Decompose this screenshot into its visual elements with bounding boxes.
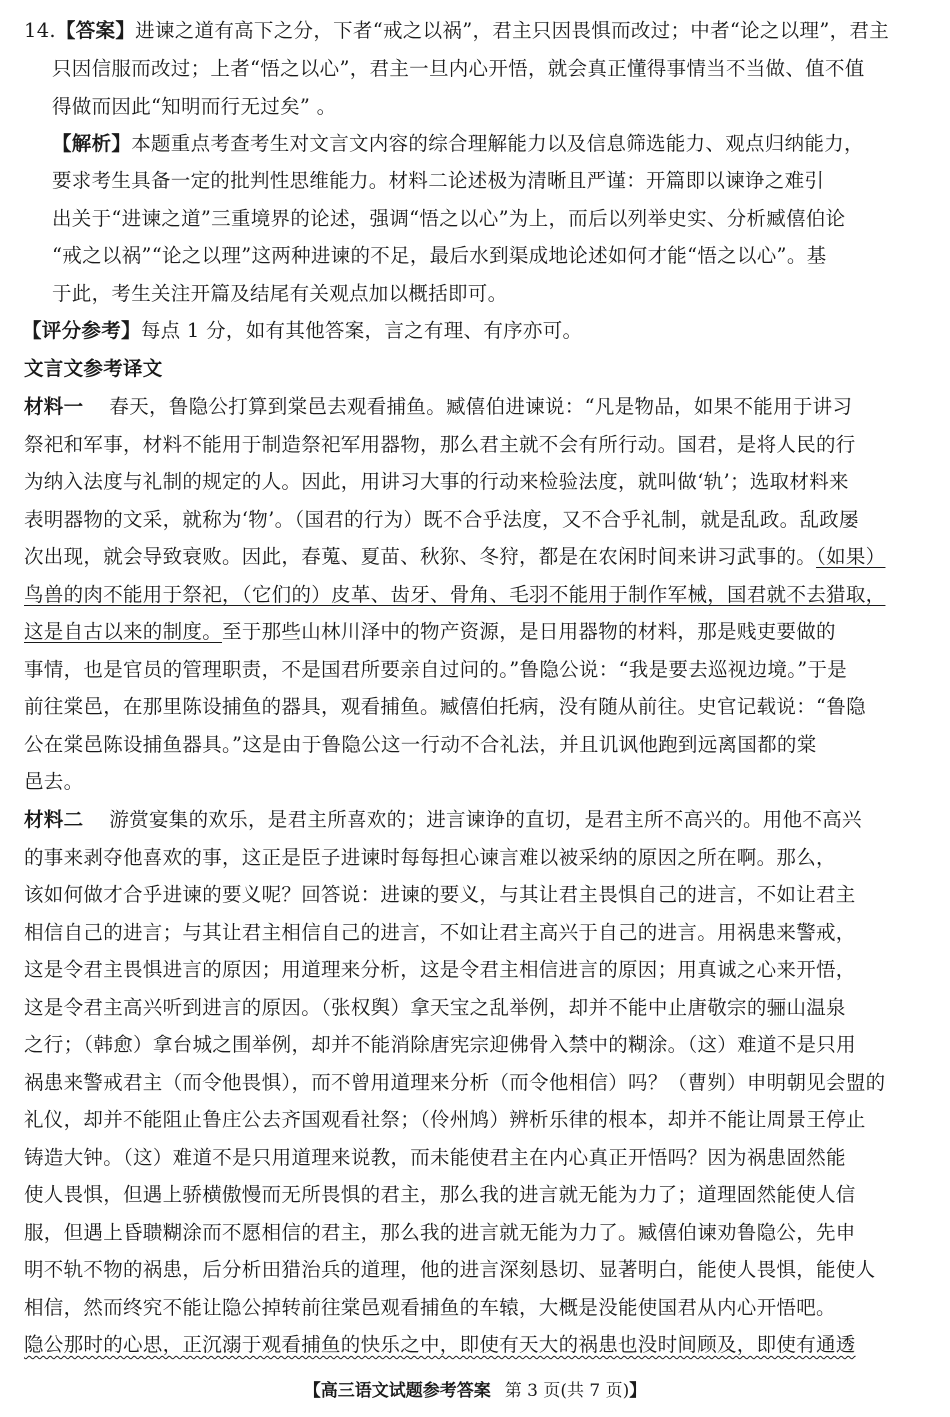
material-two-line-8: 祸患来警戒君主（而令他畏惧），而不曾用道理来分析（而令他相信）吗？（曹刿）申明朝见会盟的 <box>24 1071 886 1094</box>
answer-tag: 【答案】 <box>55 19 136 42</box>
q14-analysis-line-4: “戒之以祸”“论之以理”这两种进谏的不足，最后水到渠成地论述如何才能“悟之以心”。基 <box>52 244 827 267</box>
material-one-label: 材料一 <box>24 395 84 418</box>
page-footer <box>0 1378 950 1404</box>
q14-answer-line-3: 得做而因此“知明而行无过矣” 。 <box>52 95 337 118</box>
material-two-line-9: 礼仪，却并不能阻止鲁庄公去齐国观看社祭；（伶州鸠）辨析乐律的根本，却并不能让周景王停止 <box>24 1108 866 1131</box>
q14-analysis-line-2: 要求考生具备一定的批判性思维能力。材料二论述极为清晰且严谨：开篇即以谏诤之难引 <box>52 169 825 192</box>
score-text: 每点 1 分，如有其他答案，言之有理、有序亦可。 <box>140 319 583 342</box>
q14-analysis-line-1 <box>52 129 864 159</box>
material-one-line-5 <box>24 542 885 572</box>
translation-heading: 文言文参考译文 <box>24 357 163 380</box>
q14-analysis-line-5: 于此，考生关注开篇及结尾有关观点加以概括即可。 <box>52 282 508 305</box>
material-one-line-1 <box>24 392 852 422</box>
question-number: 14. <box>24 19 56 42</box>
material-one-text: 春天，鲁隐公打算到棠邑去观看捕鱼。臧僖伯进谏说：“凡是物品，如果不能用于讲习 <box>109 395 853 418</box>
material-two-line-13: 明不轨不物的祸患，后分析田猎治兵的道理，他的进言深刻恳切、显著明白，能使人畏惧，能使人 <box>24 1258 876 1281</box>
material-two-line-4: 相信自己的进言；与其让君主相信自己的进言，不如让君主高兴于自己的进言。用祸患来警戒， <box>24 921 856 944</box>
q14-analysis-line-3: 出关于“进谏之道”三重境界的论述，强调“悟之以心”为上，而后以列举史实、分析臧僖伯论 <box>52 207 846 230</box>
material-two-line-10: 铸造大钟。（这）难道不是只用道理来说教，而未能使君主在内心真正开悟吗？因为祸患固然能 <box>24 1146 846 1169</box>
material-one-line-9: 前往棠邑，在那里陈设捕鱼的器具，观看捕鱼。臧僖伯托病，没有随从前往。史官记载说：“鲁隐 <box>24 695 866 718</box>
material-one-line-2: 祭祀和军事，材料不能用于制造祭祀军用器物，那么君主就不会有所行动。国君，是将人民的行 <box>24 433 856 456</box>
q14-answer-line-1 <box>24 16 889 46</box>
material-one-line-6-underlined: 鸟兽的肉不能用于祭祀，（它们的）皮革、齿牙、骨角、毛羽不能用于制作军械，国君就不去猎取， <box>24 583 886 606</box>
material-two-line-1 <box>24 805 862 835</box>
material-two-line-5: 这是令君主畏惧进言的原因；用道理来分析，这是令君主相信进言的原因；用真诚之心来开悟， <box>24 958 856 981</box>
material-two-line-2: 的事来剥夺他喜欢的事，这正是臣子进谏时每每担心谏言难以被采纳的原因之所在啊。那么， <box>24 846 836 869</box>
material-one-line-4: 表明器物的文采，就称为‘物’。（国君的行为）既不合乎法度，又不合乎礼制，就是乱政。乱政屡 <box>24 508 859 531</box>
material-two-line-3: 该如何做才合乎进谏的要义呢？回答说：进谏的要义，与其让君主畏惧自己的进言，不如让君主 <box>24 883 856 906</box>
analysis-tag: 【解析】 <box>52 132 132 155</box>
material-two-line-15-wavy: 隐公那时的心思，正沉溺于观看捕鱼的快乐之中，即使有天大的祸患也没时间顾及，即使有通透 <box>24 1333 856 1356</box>
material-two-label: 材料二 <box>24 808 84 831</box>
material-one-line-8: 事情，也是官员的管理职责，不是国君所要亲自过问的。”鲁隐公说：“我是要去巡视边境。”于是 <box>24 658 848 681</box>
material-two-text: 游赏宴集的欢乐，是君主所喜欢的；进言谏诤的直切，是君主所不高兴的。用他不高兴 <box>109 808 862 831</box>
material-one-line-11: 邑去。 <box>24 770 84 793</box>
material-one-line-3: 为纳入法度与礼制的规定的人。因此，用讲习大事的行动来检验法度，就叫做‘轨’；选取材料来 <box>24 470 849 493</box>
underlined-sentence-start: （如果） <box>816 545 886 568</box>
material-two-line-11: 使人畏惧，但遇上骄横傲慢而无所畏惧的君主，那么我的进言就无能为力了；道理固然能使人信 <box>24 1183 856 1206</box>
material-two-line-7: 之行；（韩愈）拿台城之围举例，却并不能消除唐宪宗迎佛骨入禁中的糊涂。（这）难道不是只用 <box>24 1033 856 1056</box>
analysis-text: 本题重点考查考生对文言文内容的综合理解能力以及信息筛选能力、观点归纳能力， <box>131 132 864 155</box>
underlined-sentence-end: 这是自古以来的制度。 <box>24 620 223 643</box>
material-two-line-12: 服，但遇上昏聩糊涂而不愿相信的君主，那么我的进言就无能为力了。臧僖伯谏劝鲁隐公，先申 <box>24 1221 856 1244</box>
material-one-text-5a: 次出现，就会导致衰败。因此，春蒐、夏苗、秋狝、冬狩，都是在农闲时间来讲习武事的。 <box>24 545 817 568</box>
footer-close: 】 <box>629 1381 647 1401</box>
footer-title: 【高三语文试题参考答案 <box>303 1381 491 1401</box>
material-one-line-7 <box>24 617 836 647</box>
score-reference-line <box>22 316 582 346</box>
q14-answer-line-2: 只因信服而改过；上者“悟之以心”，君主一旦内心开悟，就会真正懂得事情当不当做、值不值 <box>52 57 865 80</box>
footer-page-number: 第 3 页(共 7 页) <box>504 1381 630 1401</box>
score-tag: 【评分参考】 <box>22 319 141 342</box>
material-one-line-10: 公在棠邑陈设捕鱼器具。”这是由于鲁隐公这一行动不合礼法，并且讥讽他跑到远离国都的棠 <box>24 733 817 756</box>
material-two-line-6: 这是令君主高兴听到进言的原因。（张权舆）拿天宝之乱举例，却并不能中止唐敬宗的骊山温泉 <box>24 996 846 1019</box>
material-two-line-14: 相信，然而终究不能让隐公掉转前往棠邑观看捕鱼的车辕，大概是没能使国君从内心开悟吧。 <box>24 1296 836 1319</box>
material-one-text-7b: 至于那些山林川泽中的物产资源，是日用器物的材料，那是贱吏要做的 <box>222 620 836 643</box>
answer-text: 进谏之道有高下之分，下者“戒之以祸”，君主只因畏惧而改过；中者“论之以理”，君主 <box>135 19 890 42</box>
